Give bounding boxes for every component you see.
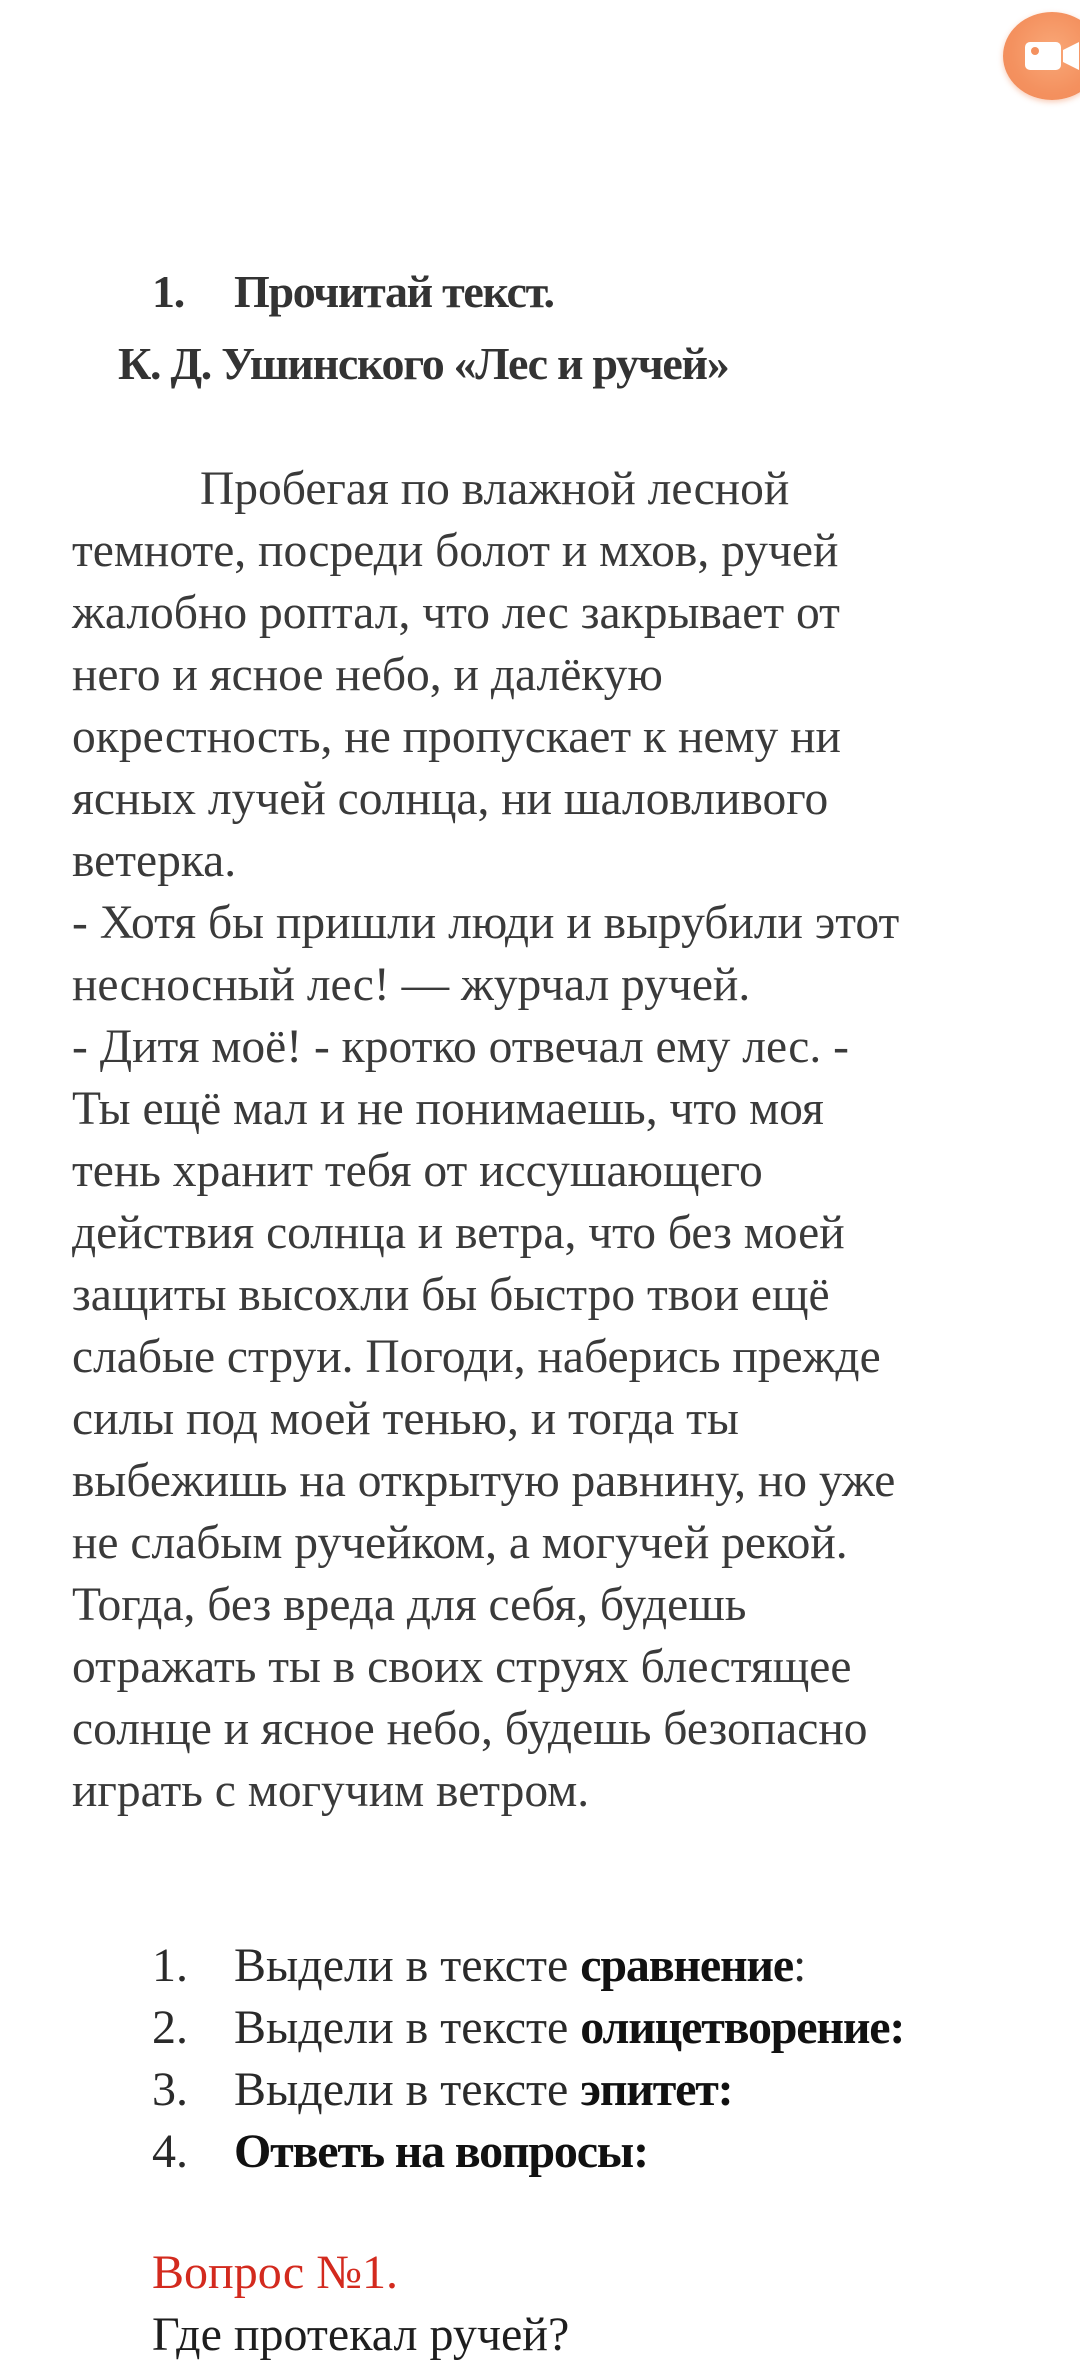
story-line: Тогда, без вреда для себя, будешь xyxy=(72,1579,747,1631)
task-item xyxy=(152,1935,904,1997)
task-text: Выдели в тексте xyxy=(234,2063,581,2116)
question-text: Где протекал ручей? xyxy=(152,2308,570,2361)
story-line: слабые струи. Погоди, наберись прежде xyxy=(72,1331,881,1383)
story-line: него и ясное небо, и далёкую xyxy=(72,649,663,701)
task-heading-number: 1. xyxy=(152,266,184,317)
story-line: - Дитя моё! - кротко отвечал ему лес. - xyxy=(72,1021,849,1073)
story-title: К. Д. Ушинского «Лес и ручей» xyxy=(118,338,729,389)
screen-record-button[interactable] xyxy=(1003,12,1080,100)
task-keyword: эпитет: xyxy=(580,2063,733,2116)
task-text: Выдели в тексте xyxy=(234,1939,581,1992)
story-line: несносный лес! — журчал ручей. xyxy=(72,959,751,1011)
story-line: играть с могучим ветром. xyxy=(72,1765,590,1817)
task-keyword: олицетворение: xyxy=(580,2001,905,2054)
story-line: Пробегая по влажной лесной xyxy=(200,463,790,515)
story-line: темноте, посреди болот и мхов, ручей xyxy=(72,525,839,577)
story-line: жалобно роптал, что лес закрывает от xyxy=(72,587,840,639)
story-line: ветерка. xyxy=(72,835,237,887)
task-number: 1. xyxy=(152,1939,188,1992)
task-number: 4. xyxy=(152,2125,188,2178)
task-heading xyxy=(152,262,554,322)
story-line: солнце и ясное небо, будешь безопасно xyxy=(72,1703,868,1755)
story-text xyxy=(72,458,1072,1822)
task-number: 2. xyxy=(152,2001,188,2054)
video-camera-icon xyxy=(1023,38,1080,74)
story-line: силы под моей тенью, и тогда ты xyxy=(72,1393,739,1445)
task-keyword: Ответь на вопросы: xyxy=(234,2125,648,2178)
story-line: окрестность, не пропускает к нему ни xyxy=(72,711,841,763)
story-line: выбежишь на открытую равнину, но уже xyxy=(72,1455,896,1507)
task-item xyxy=(152,1997,904,2059)
question-label: Вопрос №1. xyxy=(152,2246,398,2299)
task-keyword: сравнение xyxy=(580,1939,793,1992)
task-list xyxy=(152,1935,904,2183)
story-line: не слабым ручейком, а могучей рекой. xyxy=(72,1517,848,1569)
task-heading-text: Прочитай текст. xyxy=(234,266,554,317)
story-line: отражать ты в своих струях блестящее xyxy=(72,1641,852,1693)
task-text: Выдели в тексте xyxy=(234,2001,581,2054)
task-item xyxy=(152,2121,904,2183)
story-line: защиты высохли бы быстро твои ещё xyxy=(72,1269,830,1321)
task-number: 3. xyxy=(152,2063,188,2116)
story-line: - Хотя бы пришли люди и вырубили этот xyxy=(72,897,900,949)
task-item xyxy=(152,2059,904,2121)
task-tail: : xyxy=(793,1939,807,1992)
story-line: действия солнца и ветра, что без моей xyxy=(72,1207,845,1259)
story-line: ясных лучей солнца, ни шаловливого xyxy=(72,773,829,825)
story-line: тень хранит тебя от иссушающего xyxy=(72,1145,763,1197)
story-line: Ты ещё мал и не понимаешь, что моя xyxy=(72,1083,824,1135)
